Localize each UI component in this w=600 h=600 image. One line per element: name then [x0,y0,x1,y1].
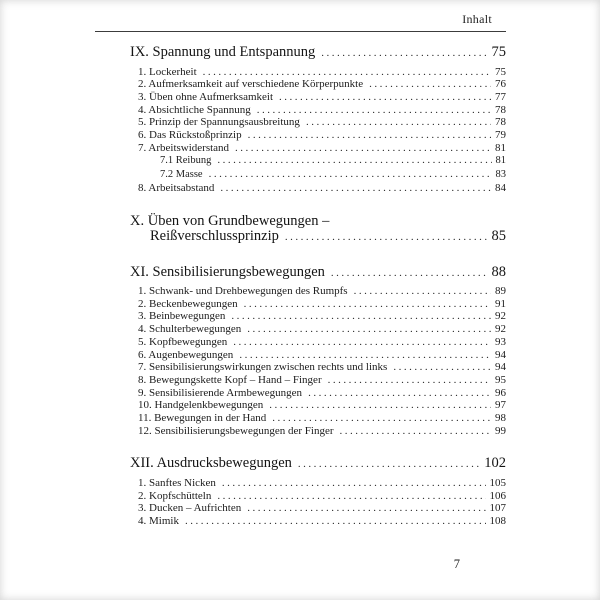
page-ref: 94 [495,361,506,374]
dotted-leader [247,323,491,336]
toc-entry [95,490,506,503]
page-ref: 107 [489,502,506,515]
page-ref: 89 [495,285,506,298]
page-ref: 93 [495,335,506,348]
toc-entry [95,129,506,142]
dotted-leader [231,310,491,323]
toc-entry-list [95,66,506,195]
toc-entry [95,349,506,362]
toc-entry [95,78,506,91]
toc-entry-label: 1. Lockerheit [138,65,197,78]
dotted-leader [369,78,491,91]
toc [95,45,506,528]
toc-entry [95,515,506,528]
toc-entry-label: 6. Das Rückstoßprinzip [138,129,242,142]
page-ref: 83 [495,169,506,181]
toc-entry-label: 4. Absichtliche Spannung [138,103,251,116]
dotted-leader [220,182,491,195]
toc-entry-label: 10. Handgelenkbewegungen [138,399,264,412]
toc-heading-line [95,214,506,230]
page-header [95,12,506,27]
toc-entry-label: 7.1 Reibung [160,155,212,167]
page-ref: 81 [495,141,506,154]
page-ref: 85 [491,228,506,245]
page-ref: 84 [495,181,506,194]
page-ref: 81 [495,155,506,167]
toc-entry-label: 2. Kopfschütteln [138,489,212,502]
dotted-leader [272,412,491,425]
page-ref: 98 [495,412,506,425]
toc-entry-label: 6. Augenbewegungen [138,348,234,361]
page-ref: 75 [495,65,506,78]
page-ref: 79 [495,129,506,142]
toc-entry-label: 7.2 Masse [160,169,203,181]
dotted-leader [354,285,491,298]
toc-heading-text: XI. Sensibilisierungsbewegungen [130,263,325,280]
dotted-leader [285,229,488,246]
toc-heading-text: XII. Ausdrucksbewegungen [130,455,292,472]
page-ref: 95 [495,373,506,386]
toc-entry-label: 3. Ducken – Aufrichten [138,502,242,515]
toc-entry [95,425,506,438]
page-ref: 77 [495,90,506,103]
toc-section [95,456,506,527]
toc-entry [95,387,506,400]
toc-entry-label: 1. Sanftes Nicken [138,476,216,489]
dotted-leader [321,45,487,62]
toc-entry [95,502,506,515]
page-ref: 99 [495,424,506,437]
page-ref: 91 [495,297,506,310]
toc-entry [95,91,506,104]
toc-entry [95,116,506,129]
page-ref: 76 [495,78,506,91]
toc-entry [95,104,506,117]
toc-entry-label: 11. Bewegungen in der Hand [138,412,267,425]
dotted-leader [247,502,485,515]
toc-entry [95,361,506,374]
toc-entry-label: 4. Mimik [138,515,179,528]
page-ref: 94 [495,348,506,361]
toc-section [95,265,506,438]
dotted-leader [269,399,491,412]
toc-entry-label: 12. Sensibilisierungsbewegungen der Finger [138,424,334,437]
toc-section-heading [95,214,506,246]
page-ref: 92 [495,323,506,336]
dotted-leader [239,349,491,362]
toc-entry-list [95,477,506,528]
page-ref: 97 [495,399,506,412]
toc-entry [95,323,506,336]
page-ref: 92 [495,310,506,323]
toc-heading-text: IX. Spannung und Entspannung [130,44,316,60]
dotted-leader [257,104,491,117]
toc-entry-label: 9. Sensibilisierende Armbewegungen [138,386,303,399]
header-title: Inhalt [462,12,492,26]
toc-heading-line [95,456,506,473]
page-ref: 88 [491,263,506,280]
toc-entry-label: 4. Schulterbewegungen [138,323,242,336]
dotted-leader [298,456,480,473]
dotted-leader [331,265,488,282]
toc-entry-label: 8. Arbeitsabstand [138,181,215,194]
toc-entry [95,336,506,349]
toc-entry-label: 3. Üben ohne Aufmerksamkeit [138,90,274,103]
toc-entry-list [95,285,506,437]
toc-entry [95,285,506,298]
dotted-leader [222,477,486,490]
dotted-leader [248,129,491,142]
folio-page-number: 7 [453,557,460,571]
dotted-leader [209,168,492,182]
page-content [95,12,506,528]
toc-entry [95,182,506,195]
toc-entry-label: 5. Kopfbewegungen [138,335,228,348]
toc-heading-line [95,45,506,62]
page-ref: 105 [489,476,506,489]
toc-entry-label: 3. Beinbewegungen [138,310,226,323]
dotted-leader [217,154,491,168]
toc-entry [95,168,506,182]
toc-section-heading [95,456,506,473]
dotted-leader [306,116,491,129]
toc-entry [95,412,506,425]
header-rule [95,31,506,32]
toc-section-heading [95,265,506,282]
toc-section [95,214,506,246]
dotted-leader [308,387,491,400]
page-ref: 108 [489,515,506,528]
toc-entry [95,374,506,387]
toc-entry [95,399,506,412]
toc-entry [95,142,506,155]
dotted-leader [203,66,491,79]
toc-section [95,45,506,195]
dotted-leader [233,336,491,349]
dotted-leader [244,298,491,311]
toc-entry-label: 8. Bewegungskette Kopf – Hand – Finger [138,373,322,386]
toc-entry [95,154,506,168]
toc-entry [95,298,506,311]
page-ref: 102 [484,455,506,472]
toc-entry-label: 1. Schwank- und Drehbewegungen des Rumpfs [138,285,348,298]
dotted-leader [279,91,491,104]
toc-section-heading [95,45,506,62]
page-ref: 75 [491,44,506,60]
page-ref: 78 [495,116,506,129]
toc-entry-label: 2. Aufmerksamkeit auf verschiedene Körperpunkte [138,78,364,91]
dotted-leader [328,374,491,387]
toc-heading-text: X. Üben von Grundbewegungen – [130,212,330,229]
toc-entry-label: 2. Beckenbewegungen [138,297,238,310]
page-ref: 106 [489,489,506,502]
page-ref: 78 [495,103,506,116]
dotted-leader [185,515,486,528]
toc-entry-label: 5. Prinzip der Spannungsausbreitung [138,116,300,129]
dotted-leader [217,490,485,503]
toc-entry [95,477,506,490]
toc-heading-text: Reißverschlussprinzip [150,228,279,245]
toc-entry-label: 7. Arbeitswiderstand [138,141,230,154]
dotted-leader [393,361,491,374]
dotted-leader [340,425,491,438]
page-ref: 96 [495,386,506,399]
toc-entry [95,310,506,323]
toc-heading-line [95,229,506,246]
dotted-leader [235,142,491,155]
toc-heading-line [95,265,506,282]
toc-entry-label: 7. Sensibilisierungswirkungen zwischen rechts und links [138,361,388,374]
toc-entry [95,66,506,79]
